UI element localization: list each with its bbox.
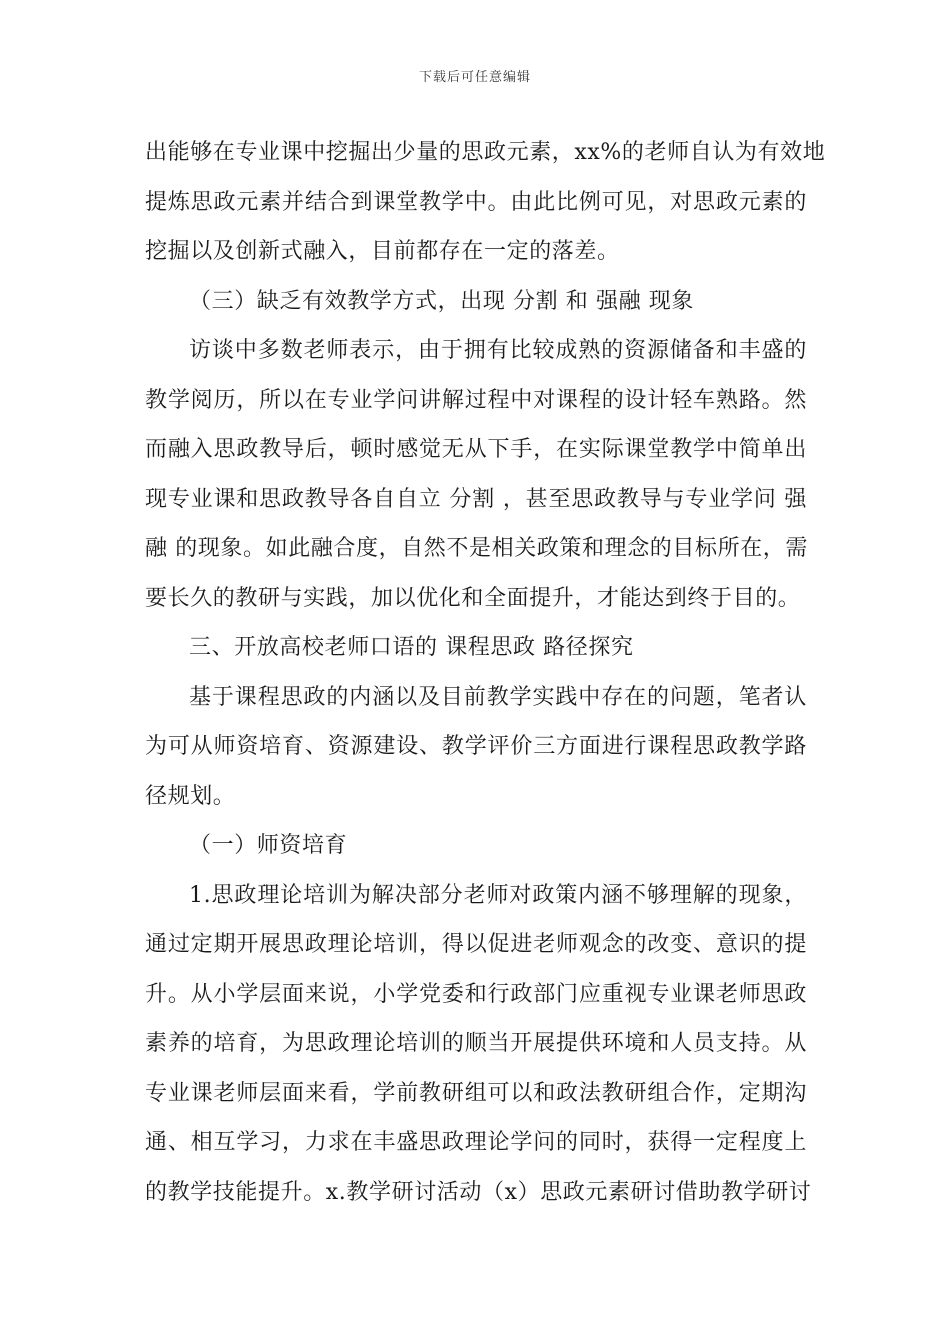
text-line: 挖掘以及创新式融入，目前都存在一定的落差。 (145, 239, 620, 264)
text-line: 1.思政理论培训为解决部分老师对政策内涵不够理解的现象， (189, 882, 807, 908)
document-body (145, 128, 826, 1217)
text-line: 而融入思政教导后，顿时感觉无从下手，在实际课堂教学中简单出 (145, 437, 807, 462)
text-line: 三、开放高校老师口语的 课程思政 路径探究 (189, 635, 634, 660)
text-line: 融 的现象。如此融合度，自然不是相关政策和理念的目标所在，需 (145, 536, 808, 561)
text-line: （三）缺乏有效教学方式，出现 分割 和 强融 现象 (189, 288, 694, 314)
text-line: 访谈中多数老师表示，由于拥有比较成熟的资源储备和丰盛的 (189, 338, 807, 363)
text-line: 出能够在专业课中挖掘出少量的思政元素，xx%的老师自认为有效地 (145, 140, 826, 165)
text-line: 为可从师资培育、资源建设、教学评价三方面进行课程思政教学路 (145, 734, 807, 759)
text-line: （一）师资培育 (189, 833, 348, 858)
text-line: 现专业课和思政教导各自自立 分割 ，甚至思政教导与专业学问 强 (145, 486, 807, 512)
text-line: 教学阅历，所以在专业学问讲解过程中对课程的设计轻车熟路。然 (145, 387, 807, 413)
text-line: 径规划。 (145, 783, 236, 809)
page-header: 下载后可任意编辑 (418, 70, 531, 85)
text-line: 专业课老师层面来看，学前教研组可以和政法教研组合作，定期沟 (145, 1080, 807, 1106)
text-line: 提炼思政元素并结合到课堂教学中。由此比例可见，对思政元素的 (145, 189, 807, 215)
text-line: 升。从小学层面来说，小学党委和行政部门应重视专业课老师思政 (145, 981, 807, 1007)
text-line: 通、相互学习，力求在丰盛思政理论学问的同时，获得一定程度上 (145, 1130, 807, 1155)
text-line: 的教学技能提升。x.教学研讨活动（x）思政元素研讨借助教学研讨 (145, 1179, 812, 1205)
text-line: 通过定期开展思政理论培训，得以促进老师观念的改变、意识的提 (145, 932, 807, 957)
text-line: 素养的培育，为思政理论培训的顺当开展提供环境和人员支持。从 (145, 1031, 807, 1056)
text-line: 基于课程思政的内涵以及目前教学实践中存在的问题，笔者认 (189, 684, 807, 710)
text-line: 要长久的教研与实践，加以优化和全面提升，才能达到终于目的。 (145, 585, 801, 611)
